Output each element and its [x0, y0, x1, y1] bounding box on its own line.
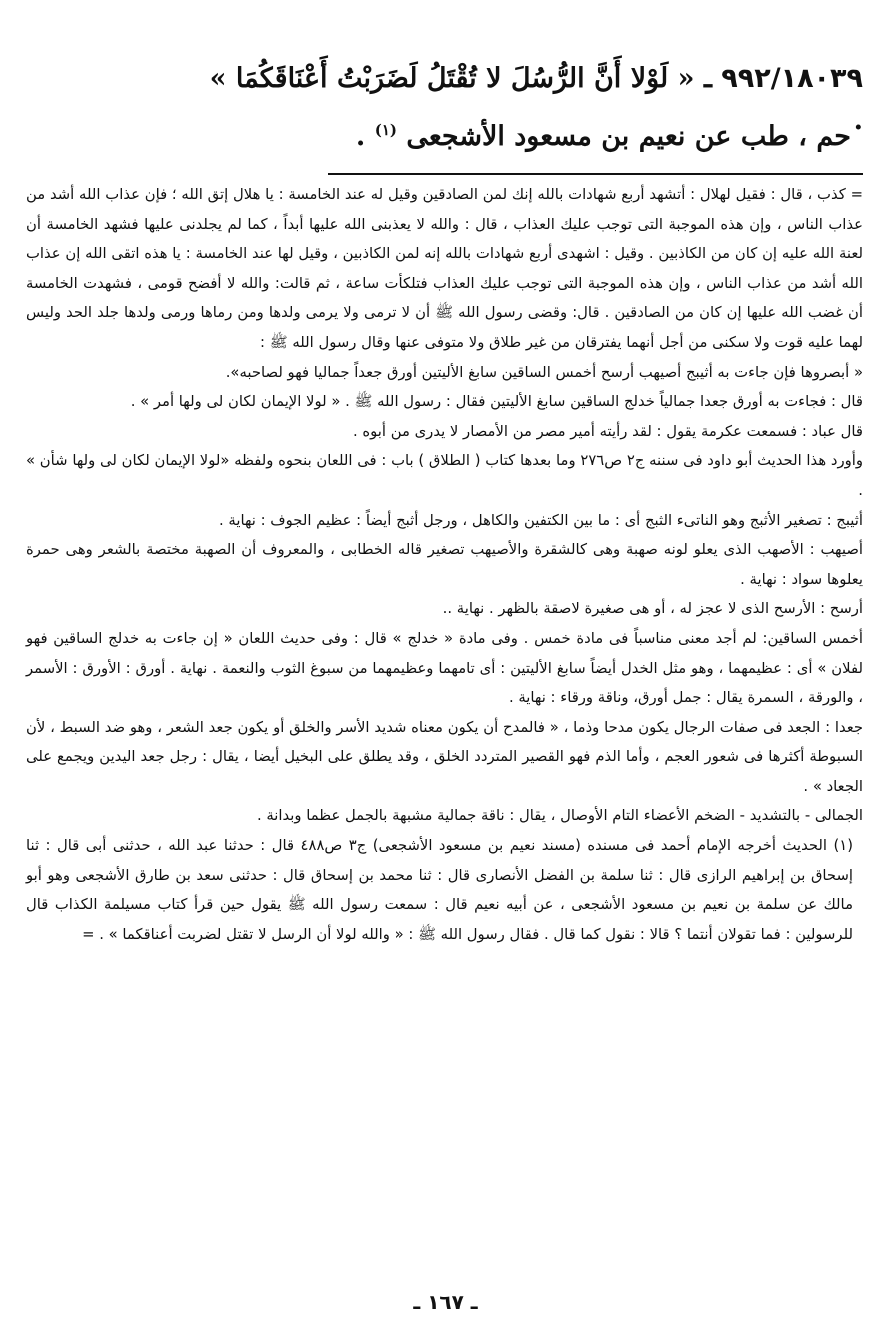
- glossary-entry: أصيهب : الأصهب الذى يعلو لونه صهبة وهى كالشقرة والأصيهب تصغير قاله الخطابى ، والمعروف أن الصهبة مختصة بالشعر وهى حمرة يعلوها سواد : نهاية .: [26, 541, 863, 588]
- footnote-1: (١) الحديث أخرجه الإمام أحمد فى مسنده (مسند نعيم بن مسعود الأشجعى) ج٣ ص٤٨٨ قال : حدثنا عبد الله ، حدثنى أبى قال : ثنا إسحاق بن إبراهيم الرازى قال : ثنا سلمة بن الفضل الأنصارى قال : ثنا محمد بن إسحاق قال : حدثنى سعد بن طارق الأشجعى وهو أبو مالك عن سلمة بن نعيم بن مسعود الأشجعى ، عن أبيه نعيم قال : سمعت رسول الله ﷺ يقول حين قرأ كتاب مسيلمة الكذاب قال للرسولين : فما تقولان أنتما ؟ قالا : نقول كما قال . فقال رسول الله ﷺ : « والله لولا أن الرسل لا تقتل لضربت أعناقكما » . =: [26, 837, 854, 943]
- commentary-paragraph: « أبصروها فإن جاءت به أثيبج أصيهب أرسح أخمس الساقين سابغ الأليتين أورق جعداً جماليا فهو لصاحبه».: [225, 363, 863, 381]
- hadith-number: ٩٩٢/١٨٠٣٩: [721, 63, 863, 94]
- glossary-entry: الجمالى - بالتشديد - الضخم الأعضاء التام الأوصال ، يقال : ناقة جمالية مشبهة بالجمل عظما وبدانة .: [256, 807, 863, 825]
- footnote-marker: (١): [374, 121, 397, 139]
- glossary-entry: جعدا : الجعد فى صفات الرجال يكون مدحا وذما ، « فالمدح أن يكون معناه شديد الأسر والخلق أو يكون جعد الشعر ، وهو ضد السبط ، لأن السبوطة أكثرها فى شعور العجم ، وأما الذم فهو القصير المتردد الخلق ، وقد يطلق على البخيل أيضا ، يقال : رجل جعد اليدين ويجمع على الجعاد » .: [26, 718, 863, 795]
- footnote-divider: [328, 173, 863, 175]
- glossary-entry: أثيبج : تصغير الأثبج وهو الناتىء الثبج أى : ما بين الكتفين والكاهل ، ورجل أثبج أيضاً : عظيم الجوف : نهاية .: [219, 511, 863, 529]
- source-end: .: [355, 121, 366, 152]
- commentary-paragraph: وأورد هذا الحديث أبو داود فى سننه ج٢ ص٢٧٦ وما بعدها كتاب ( الطلاق ) باب : فى اللعان بنحوه ولفظه «لولا الإيمان لكان لى ولها شأن » .: [26, 452, 864, 499]
- hadith-source: [300, 110, 851, 157]
- commentary-body: [26, 180, 863, 949]
- glossary-entry: أخمس الساقين: لم أجد معنى مناسباً فى مادة خمس . وفى مادة « خدلج » قال : وفى حديث اللعان « إن جاءت به خدلج الساقين فهو لفلان » أى : عظيمهما ، وهو مثل الخدل أيضاً سابغ الأليتين : أى تامهما وعظيمهما من سبوغ الثوب والنعمة . نهاية . أورق : الأورق : الأسمر ، والورقة ، السمرة يقال : جمل أورق، وناقة ورقاء : نهاية .: [26, 629, 863, 707]
- commentary-paragraph: قال : فجاءت به أورق جعدا جمالياً خدلج الساقين سابغ الأليتين فقال : رسول الله ﷺ . « لولا الإيمان لكان لى ولها أمر » .: [130, 393, 863, 411]
- glossary-entry: أرسح : الأرسح الذى لا عجز له ، أو هى صغيرة لاصقة بالظهر . نهاية ..: [442, 600, 863, 618]
- hadith-text: « لَوْلا أَنَّ الرُّسُلَ لا تُقْتَلُ لَضَرَبْتُ أَعْنَاقَكُمَا » .: [209, 63, 863, 136]
- commentary-paragraph: = كذب ، قال : فقيل لهلال : أتشهد أربع شهادات بالله إنك لمن الصادقين وقيل له عند الخامسة : يا هلال إتق الله ؛ فإن عذاب الله أشد من عذاب الناس ، وإن هذه الموجبة التى توجب عليك العذاب ، قال : والله لا يعذبنى الله عليها أبداً ، كما لم يجلدنى عليها فشهد الخامسة أن لعنة الله عليه إن كان من الكاذبين . وقيل : اشهدى أربع شهادات بالله إنه لمن الكاذبين ، وقيل لها عند الخامسة : يا هذه اتقى الله إن عذاب الله أشد من عذاب الناس ، وإن هذه الموجبة التى توجب عليك العذاب فتلكأت ساعة ، ثم قالت: والله لا أفضح قومى ، فشهدت الخامسة أن غضب الله عليها إن كان من الصادقين . قال: وقضى رسول الله ﷺ أن لا ترمى ولا يرمى ولدها ومن رماها ورمى ولدها جلد الحد وليس لهما عليه قوت ولا سكنى من أجل أنهما يفترقان من غير طلاق ولا متوفى عنها وقال رسول الله ﷺ :: [26, 186, 863, 351]
- hadith-dash: ـ: [703, 63, 712, 94]
- commentary-paragraph: قال عباد : فسمعت عكرمة يقول : لقد رأيته أمير مصر من الأمصار لا يدرى من أبوه .: [352, 422, 863, 440]
- source-text: حم ، طب عن نعيم بن مسعود الأشجعى: [406, 121, 851, 152]
- page-number: ـ ١٦٧ ـ: [413, 1290, 478, 1314]
